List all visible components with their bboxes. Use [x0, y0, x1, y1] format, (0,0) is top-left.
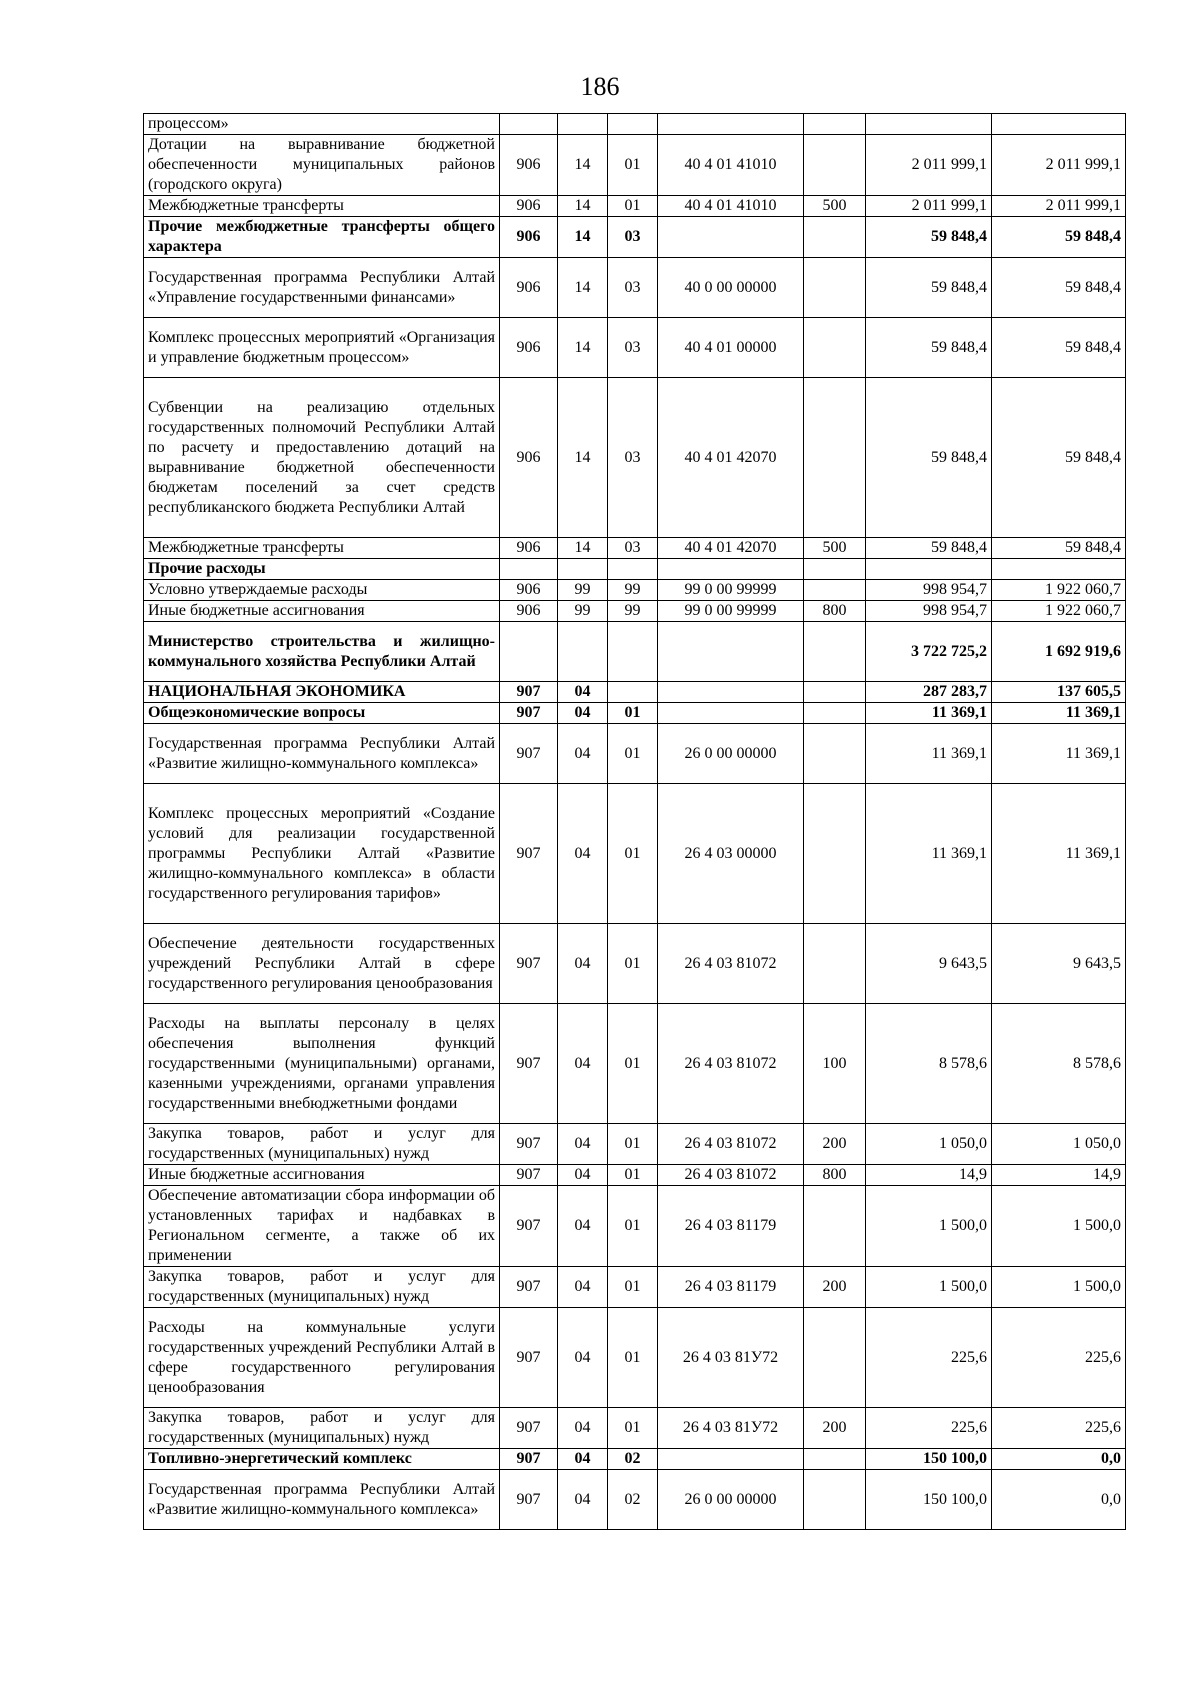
- amount-year-2: 225,6: [992, 1308, 1126, 1408]
- row-name: Государственная программа Республики Алтай «Управление государственными финансами»: [144, 258, 500, 318]
- amount-year-1: 225,6: [866, 1408, 992, 1449]
- amount-year-1: [866, 114, 992, 135]
- expense-type-code: [804, 378, 866, 538]
- amount-year-1: 150 100,0: [866, 1470, 992, 1530]
- section-code: 04: [558, 682, 608, 703]
- expense-type-code: [804, 1470, 866, 1530]
- subsection-code: 01: [608, 1308, 658, 1408]
- expense-type-code: [804, 724, 866, 784]
- row-name: Расходы на выплаты персоналу в целях обеспечения выполнения функций государственными (муниципальными) органами, казенными учреждениями, органами управления государственными внебюджетными фондами: [144, 1004, 500, 1124]
- table-row: [144, 1470, 1126, 1530]
- subsection-code: [608, 682, 658, 703]
- amount-year-2: 9 643,5: [992, 924, 1126, 1004]
- amount-year-1: 11 369,1: [866, 724, 992, 784]
- amount-year-1: [866, 559, 992, 580]
- row-name: НАЦИОНАЛЬНАЯ ЭКОНОМИКА: [144, 682, 500, 703]
- table-row: [144, 1308, 1126, 1408]
- subsection-code: 01: [608, 1186, 658, 1267]
- target-article-code: 26 4 03 81У72: [658, 1408, 804, 1449]
- target-article-code: 40 4 01 00000: [658, 318, 804, 378]
- table-row: [144, 924, 1126, 1004]
- section-code: 04: [558, 1186, 608, 1267]
- subsection-code: 01: [608, 1408, 658, 1449]
- amount-year-1: 11 369,1: [866, 703, 992, 724]
- target-article-code: 40 4 01 42070: [658, 378, 804, 538]
- expense-type-code: [804, 1449, 866, 1470]
- section-code: 04: [558, 1004, 608, 1124]
- amount-year-1: 2 011 999,1: [866, 196, 992, 217]
- expense-type-code: 100: [804, 1004, 866, 1124]
- amount-year-2: 59 848,4: [992, 217, 1126, 258]
- ministry-code: 906: [500, 217, 558, 258]
- expense-type-code: [804, 114, 866, 135]
- ministry-code: 906: [500, 580, 558, 601]
- amount-year-1: 59 848,4: [866, 258, 992, 318]
- row-name: Иные бюджетные ассигнования: [144, 1165, 500, 1186]
- table-row: [144, 724, 1126, 784]
- amount-year-2: 59 848,4: [992, 318, 1126, 378]
- table-row: [144, 318, 1126, 378]
- target-article-code: 26 4 03 81179: [658, 1186, 804, 1267]
- target-article-code: 99 0 00 99999: [658, 601, 804, 622]
- ministry-code: 907: [500, 1267, 558, 1308]
- row-name: Комплекс процессных мероприятий «Организация и управление бюджетным процессом»: [144, 318, 500, 378]
- expense-type-code: 200: [804, 1408, 866, 1449]
- section-code: 04: [558, 703, 608, 724]
- row-name: Топливно-энергетический комплекс: [144, 1449, 500, 1470]
- table-row: [144, 196, 1126, 217]
- amount-year-2: 11 369,1: [992, 784, 1126, 924]
- subsection-code: 99: [608, 580, 658, 601]
- target-article-code: 40 4 01 41010: [658, 196, 804, 217]
- amount-year-1: 998 954,7: [866, 580, 992, 601]
- amount-year-2: 1 500,0: [992, 1267, 1126, 1308]
- ministry-code: 907: [500, 1165, 558, 1186]
- row-name: процессом»: [144, 114, 500, 135]
- expense-type-code: 200: [804, 1267, 866, 1308]
- expense-type-code: 500: [804, 538, 866, 559]
- section-code: 14: [558, 378, 608, 538]
- ministry-code: 907: [500, 1124, 558, 1165]
- subsection-code: 01: [608, 724, 658, 784]
- amount-year-2: 0,0: [992, 1449, 1126, 1470]
- amount-year-1: 225,6: [866, 1308, 992, 1408]
- row-name: Закупка товаров, работ и услуг для государственных (муниципальных) нужд: [144, 1267, 500, 1308]
- row-name: Министерство строительства и жилищно-коммунального хозяйства Республики Алтай: [144, 622, 500, 682]
- amount-year-2: 14,9: [992, 1165, 1126, 1186]
- row-name: Межбюджетные трансферты: [144, 538, 500, 559]
- subsection-code: [608, 559, 658, 580]
- subsection-code: [608, 114, 658, 135]
- section-code: 14: [558, 196, 608, 217]
- section-code: 04: [558, 1408, 608, 1449]
- section-code: 14: [558, 538, 608, 559]
- amount-year-2: 1 922 060,7: [992, 601, 1126, 622]
- section-code: 04: [558, 1308, 608, 1408]
- amount-year-1: 287 283,7: [866, 682, 992, 703]
- amount-year-2: 1 692 919,6: [992, 622, 1126, 682]
- table-row: [144, 258, 1126, 318]
- amount-year-2: 1 922 060,7: [992, 580, 1126, 601]
- ministry-code: 906: [500, 318, 558, 378]
- amount-year-2: 2 011 999,1: [992, 135, 1126, 196]
- ministry-code: 907: [500, 724, 558, 784]
- section-code: 04: [558, 1470, 608, 1530]
- table-row: [144, 784, 1126, 924]
- target-article-code: 40 4 01 42070: [658, 538, 804, 559]
- amount-year-1: 2 011 999,1: [866, 135, 992, 196]
- table-row: [144, 114, 1126, 135]
- ministry-code: [500, 559, 558, 580]
- row-name: Государственная программа Республики Алтай «Развитие жилищно-коммунального комплекса»: [144, 1470, 500, 1530]
- section-code: 14: [558, 258, 608, 318]
- target-article-code: 26 4 03 81У72: [658, 1308, 804, 1408]
- section-code: 14: [558, 318, 608, 378]
- section-code: 04: [558, 1165, 608, 1186]
- subsection-code: 99: [608, 601, 658, 622]
- target-article-code: [658, 1449, 804, 1470]
- ministry-code: 906: [500, 601, 558, 622]
- target-article-code: [658, 682, 804, 703]
- amount-year-2: 2 011 999,1: [992, 196, 1126, 217]
- row-name: Условно утверждаемые расходы: [144, 580, 500, 601]
- section-code: 04: [558, 924, 608, 1004]
- row-name: Дотации на выравнивание бюджетной обеспеченности муниципальных районов (городского округа): [144, 135, 500, 196]
- expense-type-code: [804, 318, 866, 378]
- amount-year-2: 0,0: [992, 1470, 1126, 1530]
- row-name: Расходы на коммунальные услуги государственных учреждений Республики Алтай в сфере государственного регулирования ценообразования: [144, 1308, 500, 1408]
- amount-year-1: 8 578,6: [866, 1004, 992, 1124]
- amount-year-1: 14,9: [866, 1165, 992, 1186]
- subsection-code: 01: [608, 135, 658, 196]
- table-row: [144, 1165, 1126, 1186]
- target-article-code: 40 0 00 00000: [658, 258, 804, 318]
- amount-year-2: 1 050,0: [992, 1124, 1126, 1165]
- amount-year-1: 59 848,4: [866, 217, 992, 258]
- expense-type-code: 500: [804, 196, 866, 217]
- expense-type-code: [804, 1308, 866, 1408]
- amount-year-2: 137 605,5: [992, 682, 1126, 703]
- amount-year-2: [992, 114, 1126, 135]
- amount-year-2: 59 848,4: [992, 378, 1126, 538]
- expense-type-code: [804, 682, 866, 703]
- amount-year-1: 59 848,4: [866, 378, 992, 538]
- ministry-code: 907: [500, 682, 558, 703]
- subsection-code: 03: [608, 217, 658, 258]
- section-code: [558, 114, 608, 135]
- section-code: 99: [558, 601, 608, 622]
- row-name: Прочие межбюджетные трансферты общего характера: [144, 217, 500, 258]
- ministry-code: 907: [500, 784, 558, 924]
- table-row: [144, 1267, 1126, 1308]
- ministry-code: 907: [500, 1004, 558, 1124]
- section-code: 04: [558, 1124, 608, 1165]
- target-article-code: 26 4 03 81072: [658, 1165, 804, 1186]
- amount-year-1: 59 848,4: [866, 318, 992, 378]
- row-name: Государственная программа Республики Алтай «Развитие жилищно-коммунального комплекса»: [144, 724, 500, 784]
- table-row: [144, 559, 1126, 580]
- ministry-code: 907: [500, 1308, 558, 1408]
- row-name: Комплекс процессных мероприятий «Создание условий для реализации государственной программы Республики Алтай «Развитие жилищно-коммунального комплекса» в области государственного регулирования тарифов»: [144, 784, 500, 924]
- ministry-code: 906: [500, 258, 558, 318]
- expense-type-code: [804, 1186, 866, 1267]
- budget-table: [143, 113, 1126, 1530]
- expense-type-code: [804, 258, 866, 318]
- subsection-code: 01: [608, 784, 658, 924]
- amount-year-2: 8 578,6: [992, 1004, 1126, 1124]
- amount-year-1: 998 954,7: [866, 601, 992, 622]
- section-code: 14: [558, 135, 608, 196]
- row-name: Межбюджетные трансферты: [144, 196, 500, 217]
- table-row: [144, 601, 1126, 622]
- table-row: [144, 1186, 1126, 1267]
- row-name: Субвенции на реализацию отдельных государственных полномочий Республики Алтай по расчету и предоставлению дотаций на выравнивание бюджетной обеспеченности бюджетам поселений за счет средств республиканского бюджета Республики Алтай: [144, 378, 500, 538]
- ministry-code: 907: [500, 1449, 558, 1470]
- expense-type-code: [804, 924, 866, 1004]
- row-name: Закупка товаров, работ и услуг для государственных (муниципальных) нужд: [144, 1408, 500, 1449]
- expense-type-code: 800: [804, 1165, 866, 1186]
- target-article-code: 26 0 00 00000: [658, 724, 804, 784]
- section-code: 04: [558, 724, 608, 784]
- subsection-code: 02: [608, 1449, 658, 1470]
- target-article-code: 26 0 00 00000: [658, 1470, 804, 1530]
- expense-type-code: [804, 784, 866, 924]
- target-article-code: [658, 622, 804, 682]
- table-row: [144, 1124, 1126, 1165]
- section-code: 04: [558, 1449, 608, 1470]
- section-code: 99: [558, 580, 608, 601]
- expense-type-code: [804, 580, 866, 601]
- subsection-code: 01: [608, 196, 658, 217]
- ministry-code: 907: [500, 1470, 558, 1530]
- table-row: [144, 580, 1126, 601]
- expense-type-code: [804, 559, 866, 580]
- table-row: [144, 1408, 1126, 1449]
- target-article-code: 26 4 03 81072: [658, 1004, 804, 1124]
- subsection-code: 02: [608, 1470, 658, 1530]
- target-article-code: [658, 559, 804, 580]
- ministry-code: 906: [500, 378, 558, 538]
- ministry-code: [500, 114, 558, 135]
- expense-type-code: [804, 135, 866, 196]
- subsection-code: 01: [608, 1165, 658, 1186]
- section-code: 04: [558, 1267, 608, 1308]
- expense-type-code: 800: [804, 601, 866, 622]
- amount-year-1: 3 722 725,2: [866, 622, 992, 682]
- subsection-code: 01: [608, 924, 658, 1004]
- subsection-code: 01: [608, 1267, 658, 1308]
- section-code: [558, 622, 608, 682]
- row-name: Обеспечение автоматизации сбора информации об установленных тарифах и надбавках в Региональном сегменте, а также об их применении: [144, 1186, 500, 1267]
- ministry-code: 907: [500, 1186, 558, 1267]
- amount-year-1: 9 643,5: [866, 924, 992, 1004]
- amount-year-1: 1 500,0: [866, 1267, 992, 1308]
- subsection-code: 03: [608, 538, 658, 559]
- ministry-code: 906: [500, 538, 558, 559]
- subsection-code: [608, 622, 658, 682]
- target-article-code: [658, 114, 804, 135]
- ministry-code: 907: [500, 1408, 558, 1449]
- ministry-code: 907: [500, 703, 558, 724]
- section-code: [558, 559, 608, 580]
- row-name: Прочие расходы: [144, 559, 500, 580]
- amount-year-2: 225,6: [992, 1408, 1126, 1449]
- row-name: Обеспечение деятельности государственных учреждений Республики Алтай в сфере государственного регулирования ценообразования: [144, 924, 500, 1004]
- amount-year-1: 59 848,4: [866, 538, 992, 559]
- target-article-code: 26 4 03 81179: [658, 1267, 804, 1308]
- budget-table-body: [144, 114, 1126, 1530]
- subsection-code: 01: [608, 703, 658, 724]
- amount-year-2: 59 848,4: [992, 538, 1126, 559]
- ministry-code: 906: [500, 196, 558, 217]
- subsection-code: 03: [608, 318, 658, 378]
- amount-year-2: [992, 559, 1126, 580]
- table-row: [144, 1004, 1126, 1124]
- table-row: [144, 703, 1126, 724]
- amount-year-1: 1 050,0: [866, 1124, 992, 1165]
- table-row: [144, 622, 1126, 682]
- expense-type-code: [804, 622, 866, 682]
- amount-year-1: 11 369,1: [866, 784, 992, 924]
- row-name: Закупка товаров, работ и услуг для государственных (муниципальных) нужд: [144, 1124, 500, 1165]
- subsection-code: 01: [608, 1124, 658, 1165]
- table-row: [144, 1449, 1126, 1470]
- target-article-code: 99 0 00 99999: [658, 580, 804, 601]
- row-name: Общеэкономические вопросы: [144, 703, 500, 724]
- amount-year-2: 1 500,0: [992, 1186, 1126, 1267]
- table-row: [144, 135, 1126, 196]
- target-article-code: 26 4 03 00000: [658, 784, 804, 924]
- expense-type-code: [804, 217, 866, 258]
- table-row: [144, 538, 1126, 559]
- amount-year-2: 59 848,4: [992, 258, 1126, 318]
- target-article-code: [658, 703, 804, 724]
- subsection-code: 03: [608, 258, 658, 318]
- target-article-code: 40 4 01 41010: [658, 135, 804, 196]
- row-name: Иные бюджетные ассигнования: [144, 601, 500, 622]
- table-row: [144, 378, 1126, 538]
- subsection-code: 03: [608, 378, 658, 538]
- amount-year-1: 150 100,0: [866, 1449, 992, 1470]
- amount-year-2: 11 369,1: [992, 703, 1126, 724]
- page-number: 186: [580, 72, 620, 101]
- amount-year-1: 1 500,0: [866, 1186, 992, 1267]
- amount-year-2: 11 369,1: [992, 724, 1126, 784]
- ministry-code: [500, 622, 558, 682]
- expense-type-code: [804, 703, 866, 724]
- ministry-code: 906: [500, 135, 558, 196]
- target-article-code: 26 4 03 81072: [658, 924, 804, 1004]
- subsection-code: 01: [608, 1004, 658, 1124]
- section-code: 04: [558, 784, 608, 924]
- target-article-code: [658, 217, 804, 258]
- target-article-code: 26 4 03 81072: [658, 1124, 804, 1165]
- ministry-code: 907: [500, 924, 558, 1004]
- section-code: 14: [558, 217, 608, 258]
- table-row: [144, 217, 1126, 258]
- expense-type-code: 200: [804, 1124, 866, 1165]
- table-row: [144, 682, 1126, 703]
